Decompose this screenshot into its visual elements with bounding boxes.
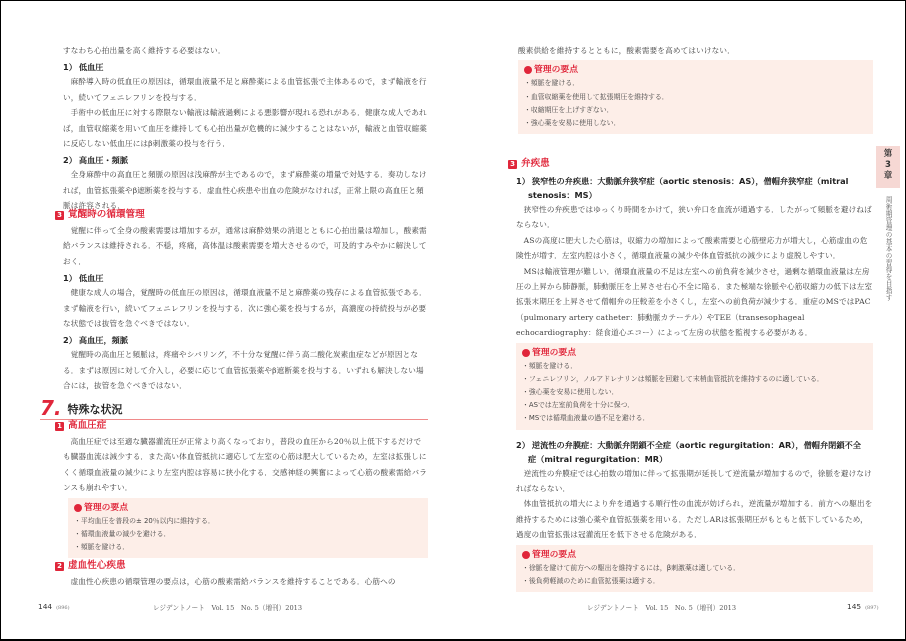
section-number-badge: 2 (55, 562, 64, 571)
key-point-item: ・ フェニレフリン，ノルアドレナリンは頻脈を回避して末梢血管抵抗を維持するのに適している． (522, 373, 863, 386)
key-point-item: ・ 血管収縮薬を使用して拡張期圧を維持する． (524, 91, 863, 104)
paragraph: MSは輸液管理が難しい．循環血液量の不足は左室への前負荷を減少させ，過剰な循環血液量は左房圧の上昇から肺静脈，肺動脈圧を上昇させ右心不全に陥る．また極端な徐脈や心筋収縮力の低下は左室拡張末期圧を上昇させて僧帽弁の圧較差を小さくし，左室への前負荷が減少する．重症のMSではPAC（pulmonary artery catheter：肺動脈カテーテル）やTEE（transesophageal echocardiography：経食道心エコー）によって左房の状態を監視する必要がある． (516, 266, 873, 338)
paragraph: ASの高度に肥大した心筋は，収縮力の増加によって酸素需要と心筋壁応力が増大し，心筋虚血の危険性が増す．左室内腔は小さく，循環血液量の減少や体血管抵抗の減少により虚脱しやすい． (516, 235, 868, 261)
section-number-badge: 1 (55, 422, 64, 431)
paragraph: 覚醒に伴って全身の酸素需要は増加するが，通常は麻酔効果の消退とともに心拍出量は増加し，酸素需給バランスは維持される．不穏，疼痛，高体温は酸素需要を増大させるので，可及的すみやかに解決しておく． (63, 226, 427, 266)
paragraph: 逆流性の弁膜症では心拍数の増加に伴って拡張期が延長して逆流量が増加するので，徐脈を避けなければならない． (516, 468, 872, 494)
left-running-footer: レジデントノート Vol. 15 No. 5（増刊）2013 (153, 604, 303, 612)
bullet-dot-icon (524, 66, 532, 74)
paragraph: 虚血性心疾患の循環管理の要点は，心筋の酸素需給バランスを維持することである．心筋への (70, 577, 396, 586)
paragraph: 麻酔導入時の低血圧の原因は，循環血液量不足と麻酔薬による血管拡張で主体あるので，まず輸液を行い，続いてフェニレフリンを投与する． (63, 77, 427, 102)
paragraph: 手術中の低血圧に対する際限ない輸液は輸液過剰による悪影響が現れる恐れがある．健康な成人であれば，血管収縮薬を用いて血圧を維持しても心拍出量が危機的に減少することはないが，輸液と血管収縮薬に反応しない低血圧にはβ刺激薬の投与を行う． (63, 108, 427, 149)
key-points-box (68, 498, 428, 559)
key-points-title: 管理の要点 (74, 501, 418, 515)
key-point-item: ・ 平均血圧を普段の± 20％以内に維持する． (74, 515, 418, 528)
chapter-title: 特殊な状況 (67, 403, 123, 416)
paragraph: 体血管抵抗の増大により弁を通過する順行性の血流が妨げられ，逆流量が増加する．前方への駆出を維持するためには強心薬や血管拡張薬を用いる．ただしARは拡張期圧がもともと低下しているため，過度の血管拡張は冠灌流圧を低下させる危険がある． (516, 499, 873, 540)
left-page-number: 144 (896) (38, 602, 70, 611)
paragraph: 高血圧症では至適な臓器灌流圧が正常より高くなっており，普段の血圧から20％以上低下するだけでも臓器血流は減少する．また高い体血管抵抗に適応して左室の心筋は肥大しているため，左室は拡張しにくく循環血液量の減少により左室内腔は容易に狭小化する．交感神経の興奮によって心筋の酸素需給バランスも崩れやすい． (63, 437, 427, 493)
paragraph: 狭窄性の弁疾患ではゆっくり時間をかけて，狭い弁口を血流が通過する．したがって頻脈を避けねばならない． (516, 205, 872, 230)
bullet-dot-icon (522, 551, 530, 559)
right-page (453, 0, 906, 640)
continuation-text: すなわち心拍出量を高く維持する必要はない． (63, 46, 226, 55)
right-page-number: 145 (897) (847, 602, 879, 611)
chapter-thumb-tab: 第 3 章 (876, 146, 900, 188)
key-point-item: ・ MSでは循環血液量の過不足を避ける． (522, 412, 863, 425)
chapter-number: 7. (40, 396, 62, 420)
key-point-item: ・ 強心薬を安易に使用しない． (522, 386, 863, 399)
subheading-induction-hypertension: 2） 高血圧・頻脈 (63, 155, 129, 166)
key-point-item: ・ 収縮期圧を上げすぎない． (524, 104, 863, 117)
continuation-text: 酸素供給を維持するとともに，酸素需要を高めてはいけない． (518, 46, 735, 55)
chapter-heading (40, 398, 428, 420)
key-points-title: 管理の要点 (524, 63, 863, 77)
key-point-item: ・ 頻脈を避ける． (522, 360, 863, 373)
key-point-item: ・ 後負荷軽減のために血管拡張薬は適する． (522, 575, 863, 588)
chapter-thumb-subtitle: 周術期管理の基本の習得を目指す (884, 196, 892, 301)
key-points-title: 管理の要点 (522, 346, 863, 360)
key-points-box (516, 343, 873, 430)
paragraph: 健康な成人の場合，覚醒時の低血圧の原因は，循環血液量不足と麻酔薬の残存による血管拡張である．まず輸液を行い，続いてフェニレフリンを投与する．次に強心薬を投与するが，高濃度の持続投与が必要な状態では抜管を急ぐべきではない． (63, 288, 427, 329)
bullet-dot-icon (522, 349, 530, 357)
key-point-item: ・ 徐脈を避けて前方への駆出を維持するには，β刺激薬は適している． (522, 562, 863, 575)
key-points-title: 管理の要点 (522, 548, 863, 562)
key-points-box (516, 545, 873, 592)
left-page (0, 0, 453, 640)
subheading-induction-hypotension: 1） 低血圧 (63, 62, 104, 73)
section-heading-hypertension: 1 高血圧症 (55, 418, 428, 434)
bullet-dot-icon (74, 504, 82, 512)
section-heading-valve-disease: 3 弁疾患 (508, 156, 873, 172)
key-point-item: ・ 頻脈を避ける． (524, 77, 863, 90)
subheading-regurgitation: 2） 逆流性の弁膜症：大動脈弁閉鎖不全症（aortic regurgitation：AR），僧帽弁閉鎖不全 症（mitral regurgitation：MR） (516, 439, 861, 464)
right-running-footer: レジデントノート Vol. 15 No. 5（増刊）2013 (587, 604, 737, 612)
section-number-badge: 3 (55, 211, 64, 220)
key-point-item: ・ 強心薬を安易に使用しない． (524, 117, 863, 130)
key-point-item: ・ 循環血液量の減少を避ける． (74, 528, 418, 541)
key-point-item: ・ ASでは左室前負荷を十分に保つ． (522, 399, 863, 412)
section-heading-ihd: 2 虚血性心疾患 (55, 558, 428, 574)
subheading-emergence-hypertension: 2） 高血圧，頻脈 (63, 335, 129, 346)
subheading-emergence-hypotension: 1） 低血圧 (63, 273, 104, 284)
section-heading-emergence: 3 覚醒時の循環管理 (55, 207, 428, 223)
subheading-stenosis: 1） 狭窄性の弁疾患：大動脈弁狭窄症（aortic stenosis：AS），僧帽弁狭窄症（mitral stenosis：MS） (516, 176, 849, 200)
paragraph: 全身麻酔中の高血圧と頻脈の原因は浅麻酔が主であるので，まず麻酔薬の増量で対処する．奏功しなければ，血管拡張薬やβ遮断薬を投与する．虚血性心疾患や出血の危険がなければ，正常上限の高血圧と頻脈は許容される． (63, 170, 427, 211)
key-point-item: ・ 頻脈を避ける． (74, 541, 418, 554)
paragraph: 覚醒時の高血圧と頻脈は，疼痛やシバリング，不十分な覚醒に伴う高二酸化炭素血症などが原因となる．まずは原因に対して介入し，必要に応じて血管拡張薬やβ遮断薬を投与する．いずれも解決しない場合には，抜管を急ぐべきではない． (63, 350, 424, 391)
section-number-badge: 3 (508, 160, 517, 169)
key-points-box (518, 60, 873, 134)
